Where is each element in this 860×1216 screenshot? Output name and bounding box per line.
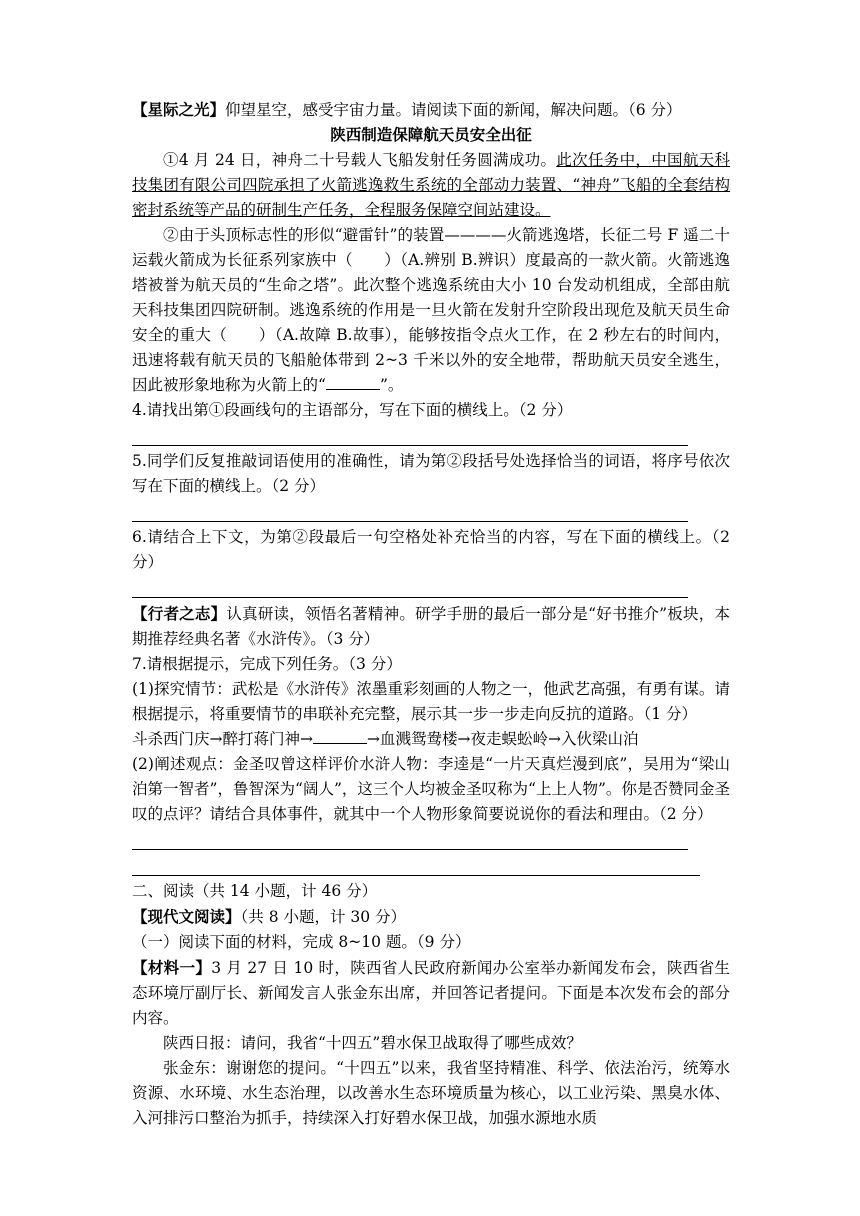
question-6: 6.请结合上下文，为第②段最后一句空格处补充恰当的内容，写在下面的横线上。（2 分） (132, 528, 730, 571)
heading-bracket: 【行者之志】 (132, 604, 227, 623)
answer-line-q6[interactable] (132, 575, 688, 598)
p1-underlined-sentence: 此次任务中，中国航天科技集团有限公司四院承担了火箭逃逸救生系统的全部动力装置、“神舟”飞船的全套结构密封系统等产品的研制生产任务，全程服务保障空间站建设。 (132, 151, 730, 219)
heading-bracket: 【星际之光】 (132, 100, 226, 119)
plot-blank[interactable] (313, 729, 367, 744)
material-1 (132, 955, 730, 1031)
section-heading-star (132, 97, 730, 123)
answer-line-q4[interactable] (132, 423, 688, 446)
question-4: 4.请找出第①段画线句的主语部分，写在下面的横线上。（2 分） (132, 401, 573, 419)
p2-end: ”。 (379, 376, 404, 394)
heading-text: 仰望星空，感受宇宙力量。请阅读下面的新闻，解决问题。（6 分） (225, 101, 682, 119)
article-title: 陕西制造保障航天员安全出征 (330, 126, 532, 144)
p1-start: ①4 月 24 日，神舟二十号载人飞船发射任务圆满成功。 (163, 151, 557, 169)
modern-reading-heading (132, 904, 730, 930)
heading-text: （共 8 小题，计 30 分） (240, 908, 407, 926)
material-bracket: 【材料一】 (132, 958, 212, 977)
question-7-2: (2)阐述观点：金圣叹曾这样评价水浒人物：李逵是“一片天真烂漫到底”，吴用为“梁山泊第一智者”，鲁智深为“阔人”，这三个人均被金圣叹称为“上上人物”。你是否赞同金圣叹的点评？请结合具体事件，就其中一个人物形象简要说说你的看法和理由。（2 分） (132, 755, 730, 823)
question-7: 7.请根据提示，完成下列任务。（3 分） (132, 655, 402, 673)
chain-end: →血溅鸳鸯楼→夜走蜈蚣岭→入伙梁山泊 (366, 730, 639, 748)
part-two-title: 二、阅读（共 14 小题，计 46 分） (132, 882, 378, 900)
material-text: 3 月 27 日 10 时，陕西省人民政府新闻办公室举办新闻发布会，陕西省生态环境厅副厅长、新闻发言人张金东出席，并回答记者提问。下面是本次发布会的部分内容。 (132, 959, 730, 1027)
section-heading-traveler (132, 601, 730, 652)
reading-part-1: （一）阅读下面的材料，完成 8~10 题。（9 分） (132, 933, 471, 951)
heading-bracket: 【现代文阅读】 (132, 907, 241, 926)
question-7-1: (1)探究情节：武松是《水浒传》浓墨重彩刻画的人物之一，他武艺高强，有勇有谋。请根据提示，将重要情节的串联补充完整，展示其一步一步走向反抗的道路。（1 分） (132, 680, 730, 723)
paragraph-2 (132, 223, 730, 398)
p2-text: ②由于头顶标志性的形似“避雷针”的装置————火箭逃逸塔，长征二号 F 遥二十运载火箭成为长征系列家族中（ ）（A.辨别 B.辨识）度最高的一款火箭。火箭逃逸塔被誉为航天员的“生命之塔”。此次整个逃逸系统由大小 10 台发动机组成，全部由航天科技集团四院研制。逃逸系统的作用是一旦火箭在发射升空阶段出现危及航天员生命安全的重大（ ）（A.故障 B.故事），能够按指令点火工作，在 2 秒左右的时间内，迅速将载有航天员的飞船舱体带到 2~3 千米以外的安全地带，帮助航天员安全逃生，因此被形象地称为火箭上的“ (132, 226, 730, 394)
question-5: 5.同学们反复推敲词语使用的准确性，请为第②段括号处选择恰当的词语，将序号依次写在下面的横线上。（2 分） (132, 452, 730, 495)
heading-text: 认真研读，领悟名著精神。研学手册的最后一部分是“好书推介”板块，本期推荐经典名著《水浒传》。（3 分） (132, 605, 730, 648)
document-content (132, 97, 730, 1131)
answer-line-q7-b[interactable] (132, 853, 700, 876)
interview-question: 陕西日报：请问，我省“十四五”碧水保卫战取得了哪些成效？ (163, 1034, 582, 1052)
paragraph-1 (132, 148, 730, 223)
fill-blank[interactable] (326, 375, 380, 390)
chain-start: 斗杀西门庆→醉打蒋门神→ (132, 730, 313, 748)
interview-answer: 张金东：谢谢您的提问。“十四五”以来，我省坚持精准、科学、依法治污，统筹水资源、水环境、水生态治理，以改善水生态环境质量为核心，以工业污染、黑臭水体、入河排污口整治为抓手，持续深入打好碧水保卫战，加强水源地水质 (132, 1059, 730, 1127)
plot-chain (132, 727, 730, 752)
answer-line-q7-a[interactable] (132, 827, 688, 850)
answer-line-q5[interactable] (132, 499, 688, 522)
